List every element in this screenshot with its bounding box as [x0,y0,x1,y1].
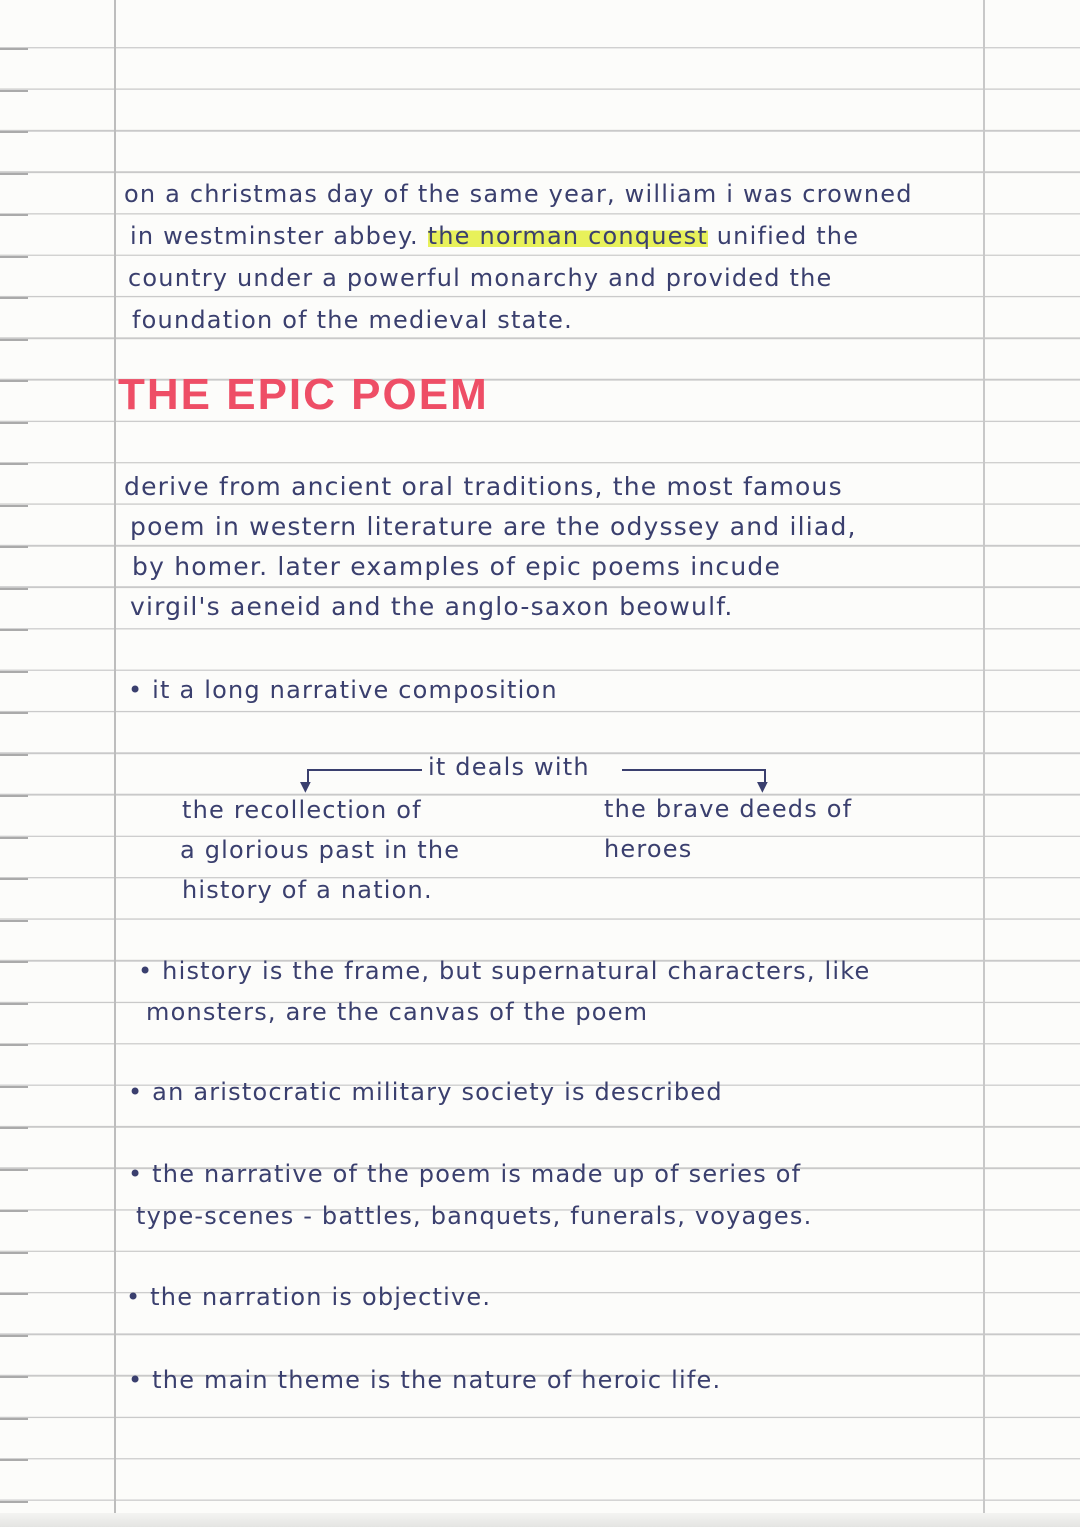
edge-tick [0,131,28,133]
edge-tick [0,1252,28,1254]
edge-tick [0,1501,28,1503]
bullet-narrative-line-2: type-scenes - battles, banquets, funerals, voyages. [136,1202,813,1230]
edge-tick [0,1169,28,1171]
intro-line-3: country under a powerful monarchy and provided the [128,264,833,292]
bullet-narration: • the narration is objective. [126,1283,492,1311]
edge-tick [0,1210,28,1212]
deals-left-line-1: the recollection of [182,796,422,824]
edge-tick [0,1293,28,1295]
edge-tick [0,297,28,299]
edge-tick [0,1086,28,1088]
left-branch-line [307,769,422,771]
edge-tick [0,629,28,631]
edge-tick [0,1044,28,1046]
left-margin-line [114,0,116,1527]
edge-tick [0,256,28,258]
bullet-history-line-2: monsters, are the canvas of the poem [146,998,649,1026]
left-arrow-head: ▼ [300,779,311,795]
intro-line-2-start: in westminster abbey. [130,222,428,250]
edge-tick [0,795,28,797]
right-branch-line [622,769,764,771]
deals-with-label: it deals with [428,753,590,781]
edge-tick [0,1459,28,1461]
deals-right-line-1: the brave deeds of [604,795,853,823]
right-margin-line [983,0,985,1527]
edge-tick [0,422,28,424]
edge-tick [0,463,28,465]
edge-tick [0,173,28,175]
edge-tick [0,339,28,341]
edge-tick [0,48,28,50]
edge-tick [0,878,28,880]
edge-tick [0,546,28,548]
edge-tick [0,961,28,963]
definition-line-1: derive from ancient oral traditions, the most famous [124,472,843,501]
edge-tick [0,588,28,590]
highlighted-norman-conquest: the norman conquest [427,222,708,250]
bullet-history-line-1: • history is the frame, but supernatural characters, like [138,957,871,985]
intro-line-2 [130,222,859,250]
page-bottom-edge [0,1513,1080,1527]
edge-tick [0,1127,28,1129]
edge-tick [0,380,28,382]
bullet-narrative-line-1: • the narrative of the poem is made up of series of [128,1160,802,1188]
bullet-aristocratic: • an aristocratic military society is described [128,1078,723,1106]
intro-line-2-end: unified the [707,222,860,250]
bullet-long-narrative: • it a long narrative composition [128,676,558,704]
edge-tick [0,920,28,922]
definition-line-2: poem in western literature are the odyssey and iliad, [130,512,857,541]
intro-line-1: on a christmas day of the same year, william i was crowned [124,180,913,208]
edge-tick [0,671,28,673]
bullet-main-theme: • the main theme is the nature of heroic life. [128,1366,722,1394]
edge-tick [0,712,28,714]
deals-left-line-3: history of a nation. [182,876,433,904]
edge-tick [0,90,28,92]
section-heading: THE EPIC POEM [118,370,489,419]
edge-tick [0,1376,28,1378]
edge-tick [0,1418,28,1420]
edge-tick [0,505,28,507]
definition-line-3: by homer. later examples of epic poems incude [132,552,782,581]
deals-left-line-2: a glorious past in the [180,836,461,864]
deals-right-line-2: heroes [604,835,693,863]
edge-tick [0,754,28,756]
intro-line-4: foundation of the medieval state. [132,306,573,334]
edge-tick [0,1335,28,1337]
edge-tick [0,837,28,839]
edge-tick [0,1003,28,1005]
right-arrow-head: ▼ [757,779,768,795]
definition-line-4: virgil's aeneid and the anglo-saxon beowulf. [130,592,734,621]
edge-tick [0,214,28,216]
